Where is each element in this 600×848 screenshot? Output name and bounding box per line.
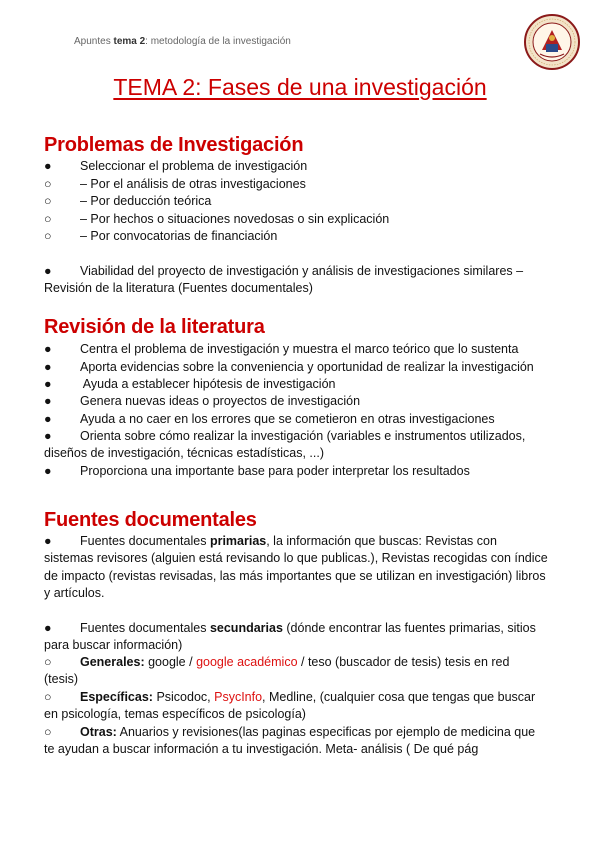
list-item: ● Genera nuevas ideas o proyectos de investigación <box>44 394 361 408</box>
list-item-primarias: ● Fuentes documentales primarias, la información que buscas: Revistas con <box>44 534 497 548</box>
list-item: ○ – Por el análisis de otras investigaciones <box>44 177 306 191</box>
list-item-continuation: Revisión de la literatura (Fuentes documentales) <box>44 281 313 295</box>
heading-revision: Revisión de la literatura <box>44 316 265 338</box>
header-suffix: : metodología de la investigación <box>145 36 291 47</box>
list-item-continuation: sistemas revisores (alguien está revisando lo que publicas.), Revistas recogidas con índice <box>44 551 548 565</box>
link-google-academico[interactable]: google académico <box>196 655 298 669</box>
document-title: TEMA 2: Fases de una investigación <box>113 74 487 100</box>
list-item-otras: ○ Otras: Anuarios y revisiones(las paginas especificas por ejemplo de medicina que <box>44 725 536 739</box>
header-prefix: Apuntes <box>74 36 111 47</box>
list-item-continuation: de impacto (revistas revisadas, las más importantes que se utilizan en investigación) libros <box>44 569 546 583</box>
heading-problemas: Problemas de Investigación <box>44 134 304 156</box>
heading-fuentes: Fuentes documentales <box>44 509 257 531</box>
list-item-secundarias: ● Fuentes documentales secundarias (dónde encontrar las fuentes primarias, sitios <box>44 621 536 635</box>
list-item: ○ – Por deducción teórica <box>44 194 212 208</box>
list-item-especificas: ○ Específicas: Psicodoc, PsycInfo, Medline, (cualquier cosa que tengas que buscar <box>44 690 536 704</box>
list-item-continuation: (tesis) <box>44 672 79 686</box>
list-item: ● Proporciona una importante base para poder interpretar los resultados <box>44 464 470 478</box>
link-psycinfo[interactable]: PsycInfo <box>214 690 263 704</box>
list-item: ○ – Por convocatorias de financiación <box>44 229 278 243</box>
header-bold: tema 2 <box>113 36 146 47</box>
list-item-continuation: en psicología, temas específicos de psicología) <box>44 707 306 721</box>
list-item: ● Ayuda a no caer en los errores que se cometieron en otras investigaciones <box>44 412 495 426</box>
list-item-continuation: y artículos. <box>44 586 105 600</box>
list-item-continuation: para buscar información) <box>44 638 183 652</box>
page-header <box>74 36 291 47</box>
university-seal-logo <box>524 14 580 70</box>
list-item: ● Seleccionar el problema de investigación <box>44 159 308 173</box>
list-item-continuation: te ayudan a buscar información a tu investigación. Meta- análisis ( De qué pág <box>44 742 479 756</box>
list-item-continuation: diseños de investigación, técnicas estadísticas, ...) <box>44 446 325 460</box>
list-item: ● Centra el problema de investigación y muestra el marco teórico que lo sustenta <box>44 342 519 356</box>
list-item: ● Orienta sobre cómo realizar la investigación (variables e instrumentos utilizados, <box>44 429 526 443</box>
list-item: ● Ayuda a establecer hipótesis de investigación <box>44 377 336 391</box>
list-item: ● Viabilidad del proyecto de investigación y análisis de investigaciones similares – <box>44 264 524 278</box>
list-item: ○ – Por hechos o situaciones novedosas o sin explicación <box>44 212 390 226</box>
list-item-generales: ○ Generales: google / google académico / teso (buscador de tesis) tesis en red <box>44 655 510 669</box>
list-item: ● Aporta evidencias sobre la conveniencia y oportunidad de realizar la investigación <box>44 360 534 374</box>
